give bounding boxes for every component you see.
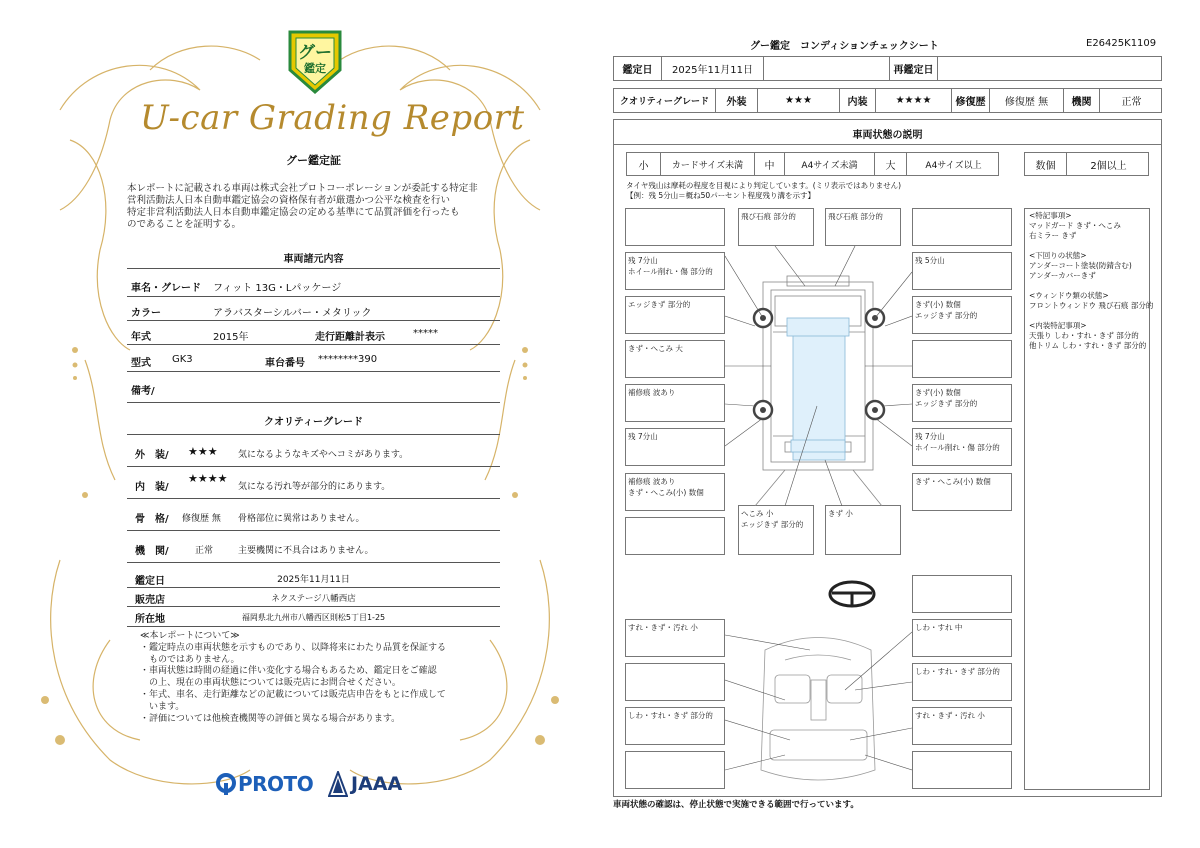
goo-kantei-badge: [286, 30, 344, 94]
proto-logo-text: PROTO: [238, 772, 314, 796]
divider: [127, 530, 500, 531]
proto-logo-mark: [216, 773, 236, 795]
address-value: 福岡県北九州市八幡西区則松5丁目1-25: [241, 613, 386, 622]
interior-stars: ★★★★: [188, 472, 228, 485]
script-title: U-car Grading Report: [140, 98, 525, 138]
damage-box: [625, 208, 725, 246]
interior-label: 内 装/: [135, 482, 169, 493]
exterior-label: 外 装/: [135, 450, 169, 461]
grade-label: クオリティーグレード: [614, 89, 716, 112]
divider: [127, 344, 500, 345]
tire-note: タイヤ残山は摩耗の程度を目視により判定しています。(ミリ表示ではありません): [626, 181, 902, 190]
damage-box: [912, 340, 1012, 378]
damage-box: エッジきず 部分的: [625, 296, 725, 334]
damage-box: すれ・きず・汚れ 小: [625, 619, 725, 657]
count-legend: [1024, 152, 1149, 176]
report-notes: ≪本レポートについて≫ ・鑑定時点の車両状態を示すものであり、以降将来にわたり品質を保証する ものではありません。 ・車両状態は時間の経過に伴い変化する場合もあるため、鑑定日をご確認 の上、現在の車両状態については販売店にお問合せください。 ・年式、車名、走行距離などの記載については販売店申告をもとに作成して います。 ・評価については他検査機関等の評価と異なる場合があります。: [140, 631, 447, 724]
tire-example: 【例：残 5分山＝概ね50パーセント程度残り溝を示す】: [626, 191, 816, 200]
jaaa-logo-text: JAAA: [351, 773, 403, 795]
legend-small: 小: [627, 153, 661, 175]
divider: [127, 434, 500, 435]
damage-box: 残 7分山 ホイール削れ・傷 部分的: [625, 252, 725, 290]
shop-value: ネクステージ八幡西店: [271, 594, 356, 604]
model-label: 型式: [131, 358, 151, 369]
ext-label: 外装: [716, 89, 758, 112]
year-label: 年式: [131, 332, 151, 343]
jaaa-logo-mark: [328, 771, 348, 797]
frame-desc: 骨格部位に異常はありません。: [238, 514, 365, 524]
damage-box: しわ・すれ・きず 部分的: [625, 707, 725, 745]
special-notes: <特記事項> マッドガード きず・へこみ 右ミラー きず <下回りの状態> アンダーコート塗装(防錆含む) アンダーカバーきず <ウィンドウ類の状態> フロントウィンドウ 飛び石痕 部分的 <内装特記事項> 天張り しわ・すれ・きず 部分的 他トリム しわ・すれ・きず 部分的: [1029, 211, 1154, 350]
damage-box: きず(小) 数個 エッジきず 部分的: [912, 296, 1012, 334]
redate-value: [938, 57, 1163, 80]
damage-box: きず・へこみ(小) 数個: [912, 473, 1012, 511]
ext-stars: ★★★: [758, 89, 840, 112]
chassis-value: ********390: [318, 354, 378, 365]
car-interior-diagram: [725, 630, 912, 790]
shop-label: 販売店: [135, 595, 165, 606]
grade-row: [613, 88, 1162, 113]
damage-box: しわ・すれ・きず 部分的: [912, 663, 1012, 701]
frame-label: 骨 格/: [135, 514, 169, 525]
damage-box: [912, 575, 1012, 613]
proto-logo: [216, 772, 313, 796]
damage-box: へこみ 小 エッジきず 部分的: [738, 505, 814, 555]
damage-box: すれ・きず・汚れ 小: [912, 707, 1012, 745]
damage-box: [912, 751, 1012, 789]
condition-sheet: [600, 0, 1200, 848]
damage-box: 残 7分山: [625, 428, 725, 466]
redate-label: 再鑑定日: [890, 57, 938, 80]
date-value: 2025年11月11日: [662, 57, 764, 80]
date-label: 鑑定日: [614, 57, 662, 80]
divider: [127, 606, 500, 607]
sheet-title: グー鑑定 コンディションチェックシート: [750, 41, 939, 52]
jaaa-logo: [328, 770, 402, 798]
repair-value: 修復歴 無: [990, 89, 1064, 112]
damage-box: きず(小) 数個 エッジきず 部分的: [912, 384, 1012, 422]
exterior-stars: ★★★: [188, 445, 218, 458]
divider: [127, 296, 500, 297]
car-name-label: 車名・グレード: [131, 283, 201, 294]
spec-title: 車両諸元内容: [283, 254, 344, 265]
engine-label: 機 関/: [135, 546, 169, 557]
badge-bottom-text: 鑑定: [304, 62, 326, 75]
damage-box: 残 5分山: [912, 252, 1012, 290]
odometer-value: *****: [413, 328, 438, 339]
damage-box: [625, 751, 725, 789]
legend-small-desc: カードサイズ未満: [661, 153, 755, 175]
divider: [127, 498, 500, 499]
frame-value: 修復歴 無: [182, 514, 221, 524]
divider: [127, 402, 500, 403]
size-legend: [626, 152, 999, 176]
engine-value: 正常: [1121, 97, 1142, 108]
damage-box: 飛び石痕 部分的: [825, 208, 901, 246]
odometer-label: 走行距離計表示: [315, 332, 385, 343]
car-name-value: フィット 13G・Lパッケージ: [213, 283, 342, 294]
legend-medium-desc: A4サイズ未満: [785, 153, 875, 175]
legend-count-desc: 2個以上: [1090, 160, 1127, 172]
damage-box: [625, 517, 725, 555]
date-value: 2025年11月11日: [277, 575, 350, 585]
model-value: GK3: [172, 354, 193, 365]
int-label: 内装: [840, 89, 876, 112]
year-value: 2015年: [213, 332, 249, 343]
divider: [127, 466, 500, 467]
legend-count: 数個: [1025, 153, 1067, 175]
footer-note: 車両状態の確認は、停止状態で実施できる範囲で行っています。: [613, 800, 859, 810]
divider: [127, 626, 500, 627]
divider: [613, 144, 1162, 145]
damage-box: 補修痕 波あり: [625, 384, 725, 422]
interior-desc: 気になる汚れ等が部分的にあります。: [238, 482, 391, 492]
legend-large-desc: A4サイズ以上: [925, 160, 982, 171]
damage-box: きず 小: [825, 505, 901, 555]
badge-top-text: グー: [298, 43, 332, 63]
damage-box: [625, 663, 725, 701]
car-exterior-diagram: [725, 246, 912, 506]
engine-value: 正常: [195, 546, 214, 556]
address-label: 所在地: [135, 614, 165, 625]
color-value: アラバスターシルバー・メタリック: [213, 308, 372, 319]
engine-desc: 主要機関に不具合はありません。: [238, 546, 374, 556]
int-stars: ★★★★: [876, 89, 952, 112]
repair-label: 修復歴: [952, 89, 990, 112]
legend-large: 大: [875, 153, 907, 175]
divider: [127, 371, 500, 372]
legend-medium: 中: [755, 153, 785, 175]
note-label: 備考/: [131, 386, 155, 397]
exterior-desc: 気になるようなキズやヘコミがあります。: [238, 450, 409, 460]
damage-box: [912, 208, 1012, 246]
divider: [127, 562, 500, 563]
intro-text: 本レポートに記載される車両は株式会社プロトコーポレーションが委託する特定非 営利活動法人日本自動車鑑定協会の資格保有者が厳選かつ公平な検査を行い 特定非営利活動法人日本自動車鑑定協会の定める基準にて品質評価を行ったも のであることを証明する。: [127, 183, 478, 230]
steering-wheel-icon: [827, 579, 877, 609]
date-label: 鑑定日: [135, 576, 165, 587]
divider: [127, 587, 500, 588]
engine-label: 機関: [1064, 89, 1100, 112]
damage-box: 補修痕 波あり きず・へこみ(小) 数個: [625, 473, 725, 511]
divider: [127, 268, 500, 269]
damage-box: 残 7分山 ホイール削れ・傷 部分的: [912, 428, 1012, 466]
divider: [127, 320, 500, 321]
date-row: [613, 56, 1162, 81]
damage-box: しわ・すれ 中: [912, 619, 1012, 657]
document-id: E26425K1109: [1086, 38, 1157, 49]
damage-box: きず・へこみ 大: [625, 340, 725, 378]
quality-title: クオリティーグレード: [264, 417, 363, 428]
color-label: カラー: [131, 308, 161, 319]
special-notes-box: [1024, 208, 1154, 790]
damage-box: 飛び石痕 部分的: [738, 208, 814, 246]
chassis-label: 車台番号: [265, 358, 305, 369]
date-empty: [764, 57, 890, 80]
section-title: 車両状態の説明: [852, 130, 923, 141]
certificate-title: グー鑑定証: [286, 154, 341, 167]
